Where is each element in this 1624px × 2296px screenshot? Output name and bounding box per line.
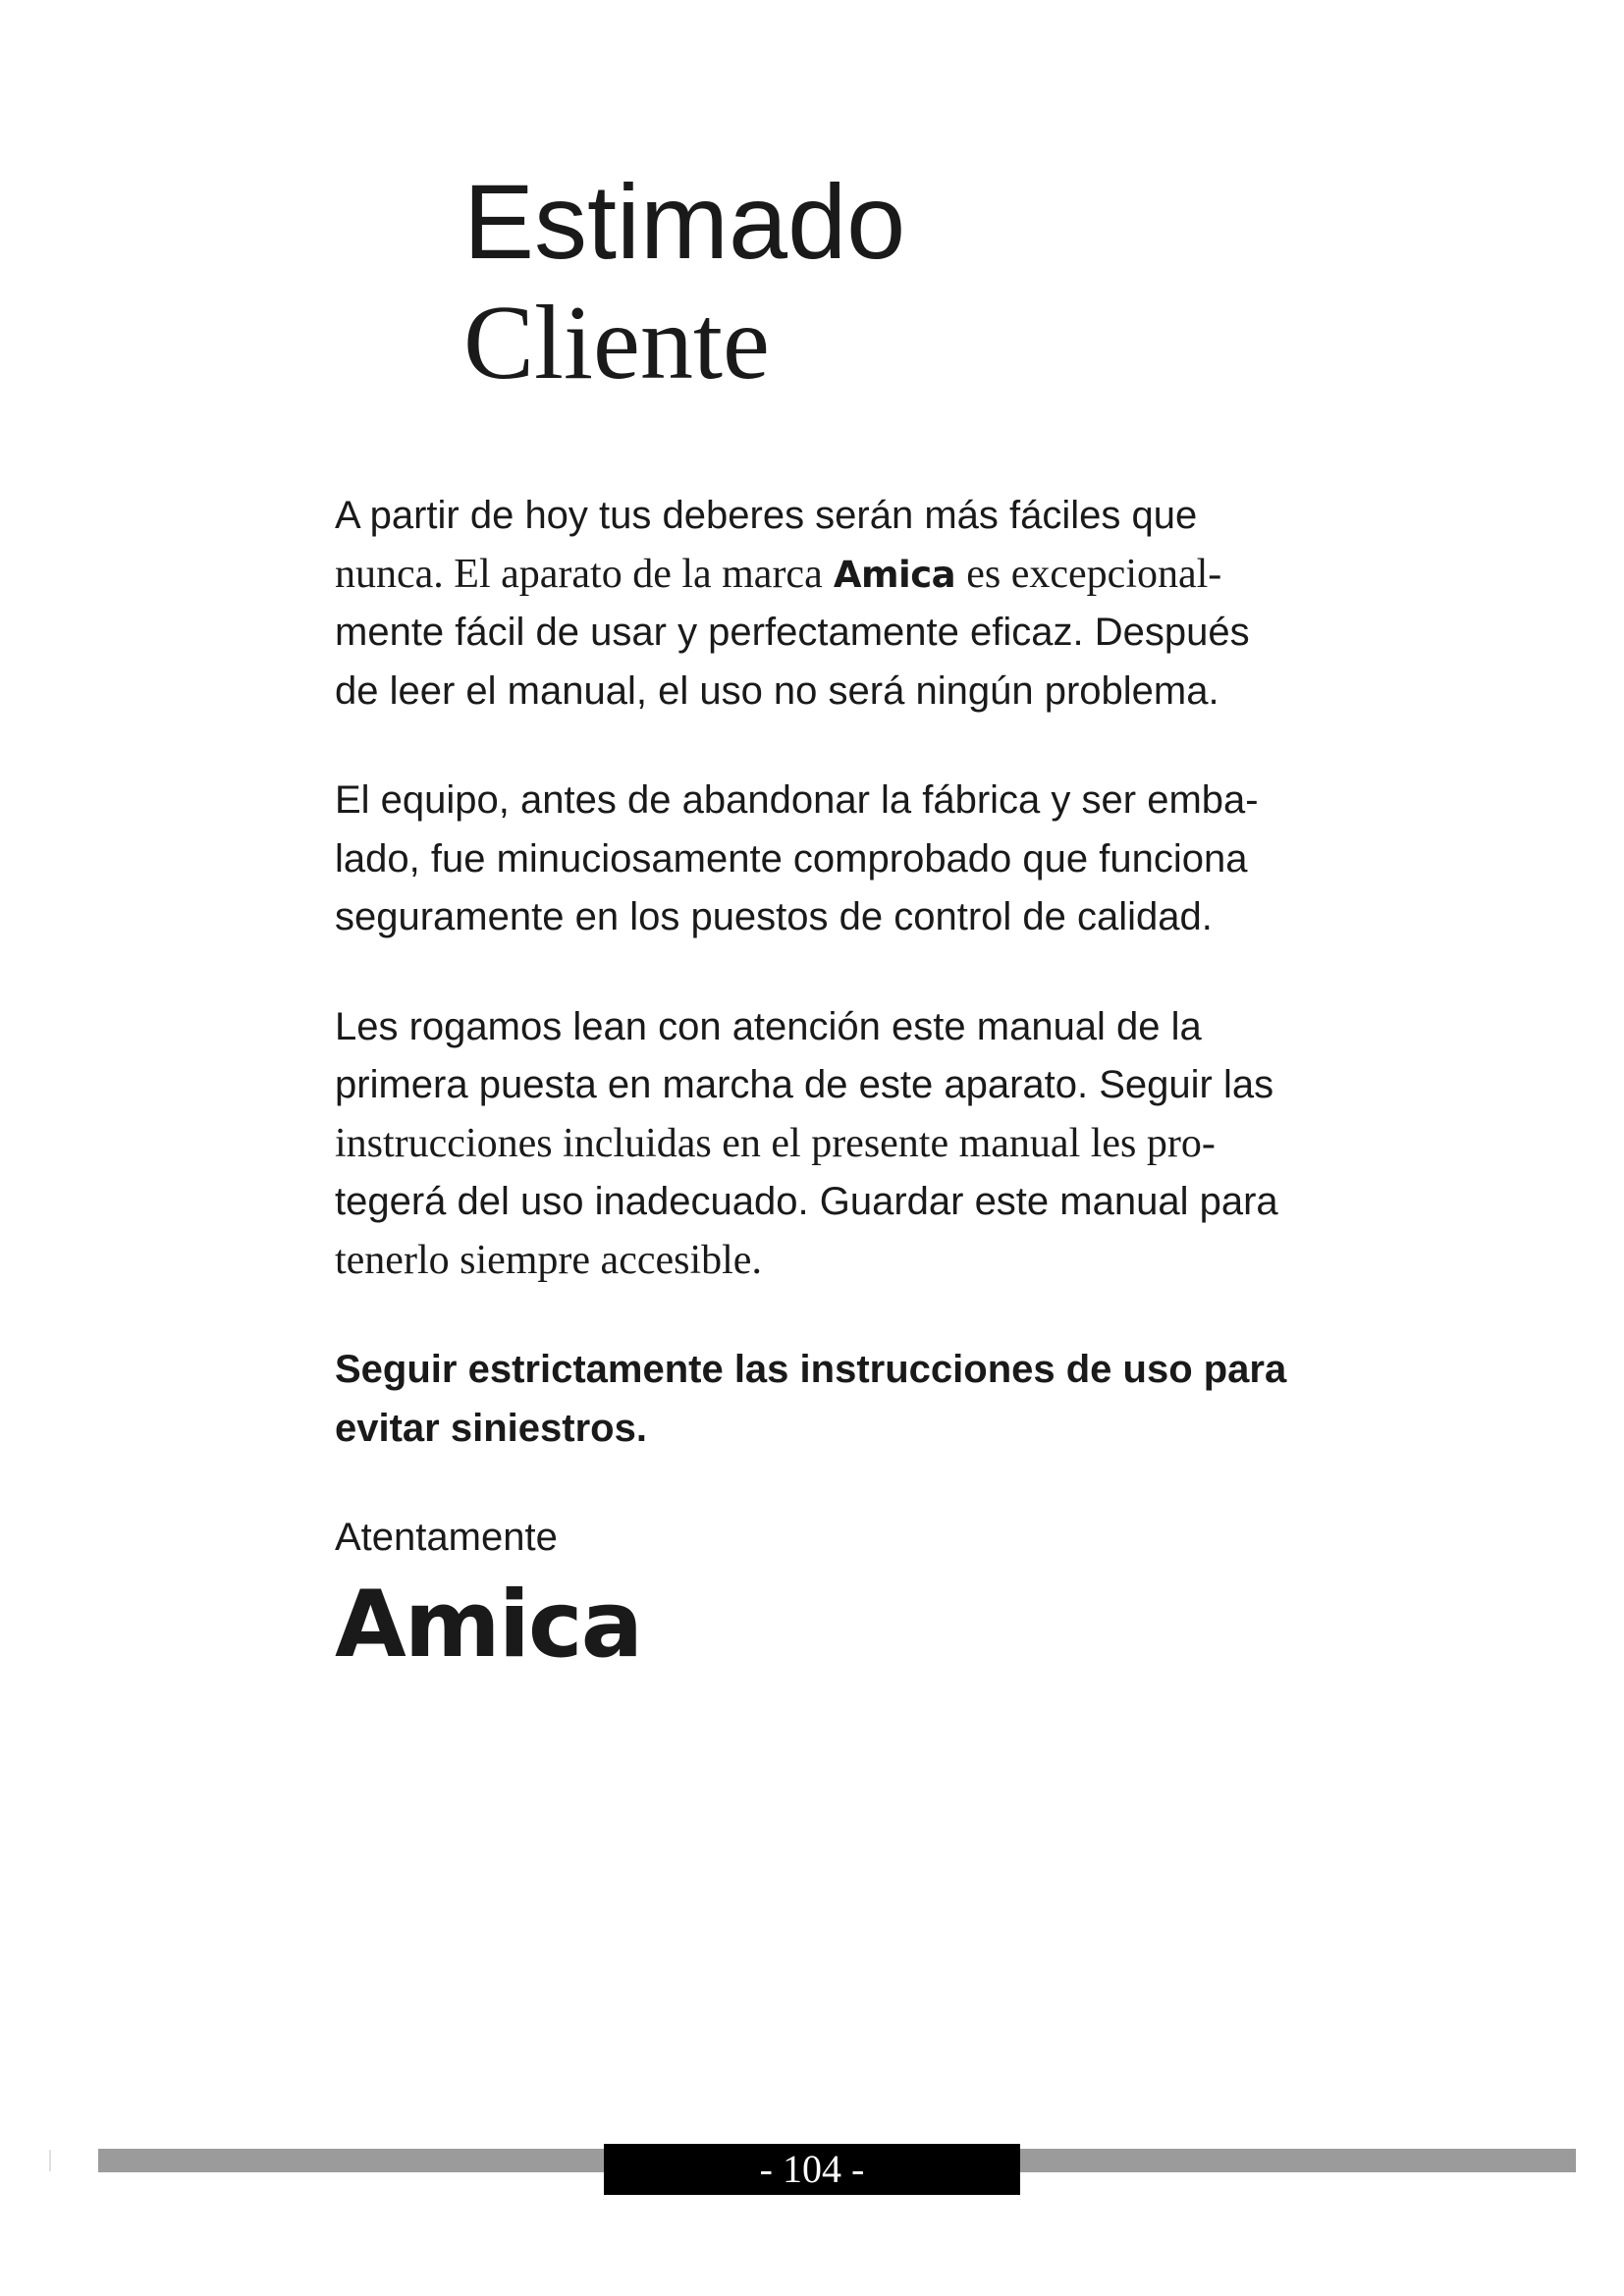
quality-paragraph (335, 772, 1317, 947)
intro-line-4: de leer el manual, el uso no será ningún problema. (335, 668, 1219, 713)
amica-logo: Amica (335, 1571, 642, 1679)
warning-line-2: evitar siniestros. (335, 1406, 647, 1450)
intro-line-1: A partir de hoy tus deberes serán más fáciles que (335, 494, 1198, 537)
inline-brand-logo: Amica (833, 553, 956, 596)
intro-line-2-start: nunca. El aparato de la marca (335, 551, 823, 597)
warning-line-1: Seguir estrictamente las instrucciones de uso para (335, 1348, 1287, 1391)
manual-line-2: primera puesta en marcha de este aparato. Seguir las (335, 1063, 1274, 1106)
quality-line-2: lado, fue minuciosamente comprobado que funciona (335, 836, 1248, 881)
footer-tick (49, 2150, 51, 2171)
quality-line-1: El equipo, antes de abandonar la fábrica y ser emba- (335, 778, 1259, 822)
letter-body (335, 487, 1317, 1679)
manual-line-5: tenerlo siempre accesible. (335, 1237, 762, 1283)
title-line-cliente: Cliente (463, 285, 770, 401)
manual-line-1: Les rogamos lean con atención este manual de la (335, 1004, 1202, 1048)
manual-line-3: instrucciones incluidas en el presente manual les pro- (335, 1120, 1216, 1166)
closing-salutation: Atentamente (335, 1516, 558, 1559)
manual-line-4: tegerá del uso inadecuado. Guardar este manual para (335, 1180, 1278, 1223)
manual-paragraph (335, 998, 1317, 1291)
intro-line-2-end: es excepcional- (966, 551, 1222, 597)
page-number: - 104 - (604, 2144, 1020, 2195)
warning-paragraph (335, 1341, 1317, 1458)
quality-line-3: seguramente en los puestos de control de calidad. (335, 895, 1213, 938)
intro-paragraph (335, 487, 1317, 721)
intro-line-3: mente fácil de usar y perfectamente eficaz. Después (335, 611, 1250, 654)
title-line-estimado: Estimado (463, 162, 906, 281)
